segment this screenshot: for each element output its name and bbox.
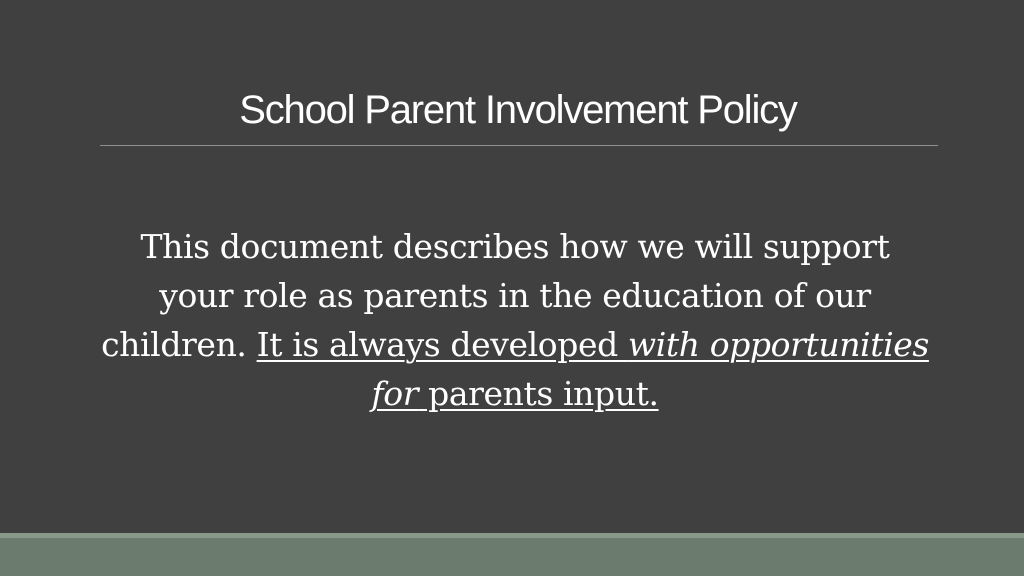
body-text-always: It is always developed [256,325,628,364]
body-text-italic: with opportunities for [371,325,929,413]
body-text-underlined [257,325,929,413]
footer-accent-line [0,533,1024,538]
body-text-end: parents input. [418,374,659,413]
title-divider [100,145,938,146]
slide-body [100,222,930,418]
slide-title: School Parent Involvement Policy [239,88,797,132]
body-text-intro: This document describes how we will support your role as parents in the education of our children. [101,227,890,364]
footer-band [0,533,1024,576]
